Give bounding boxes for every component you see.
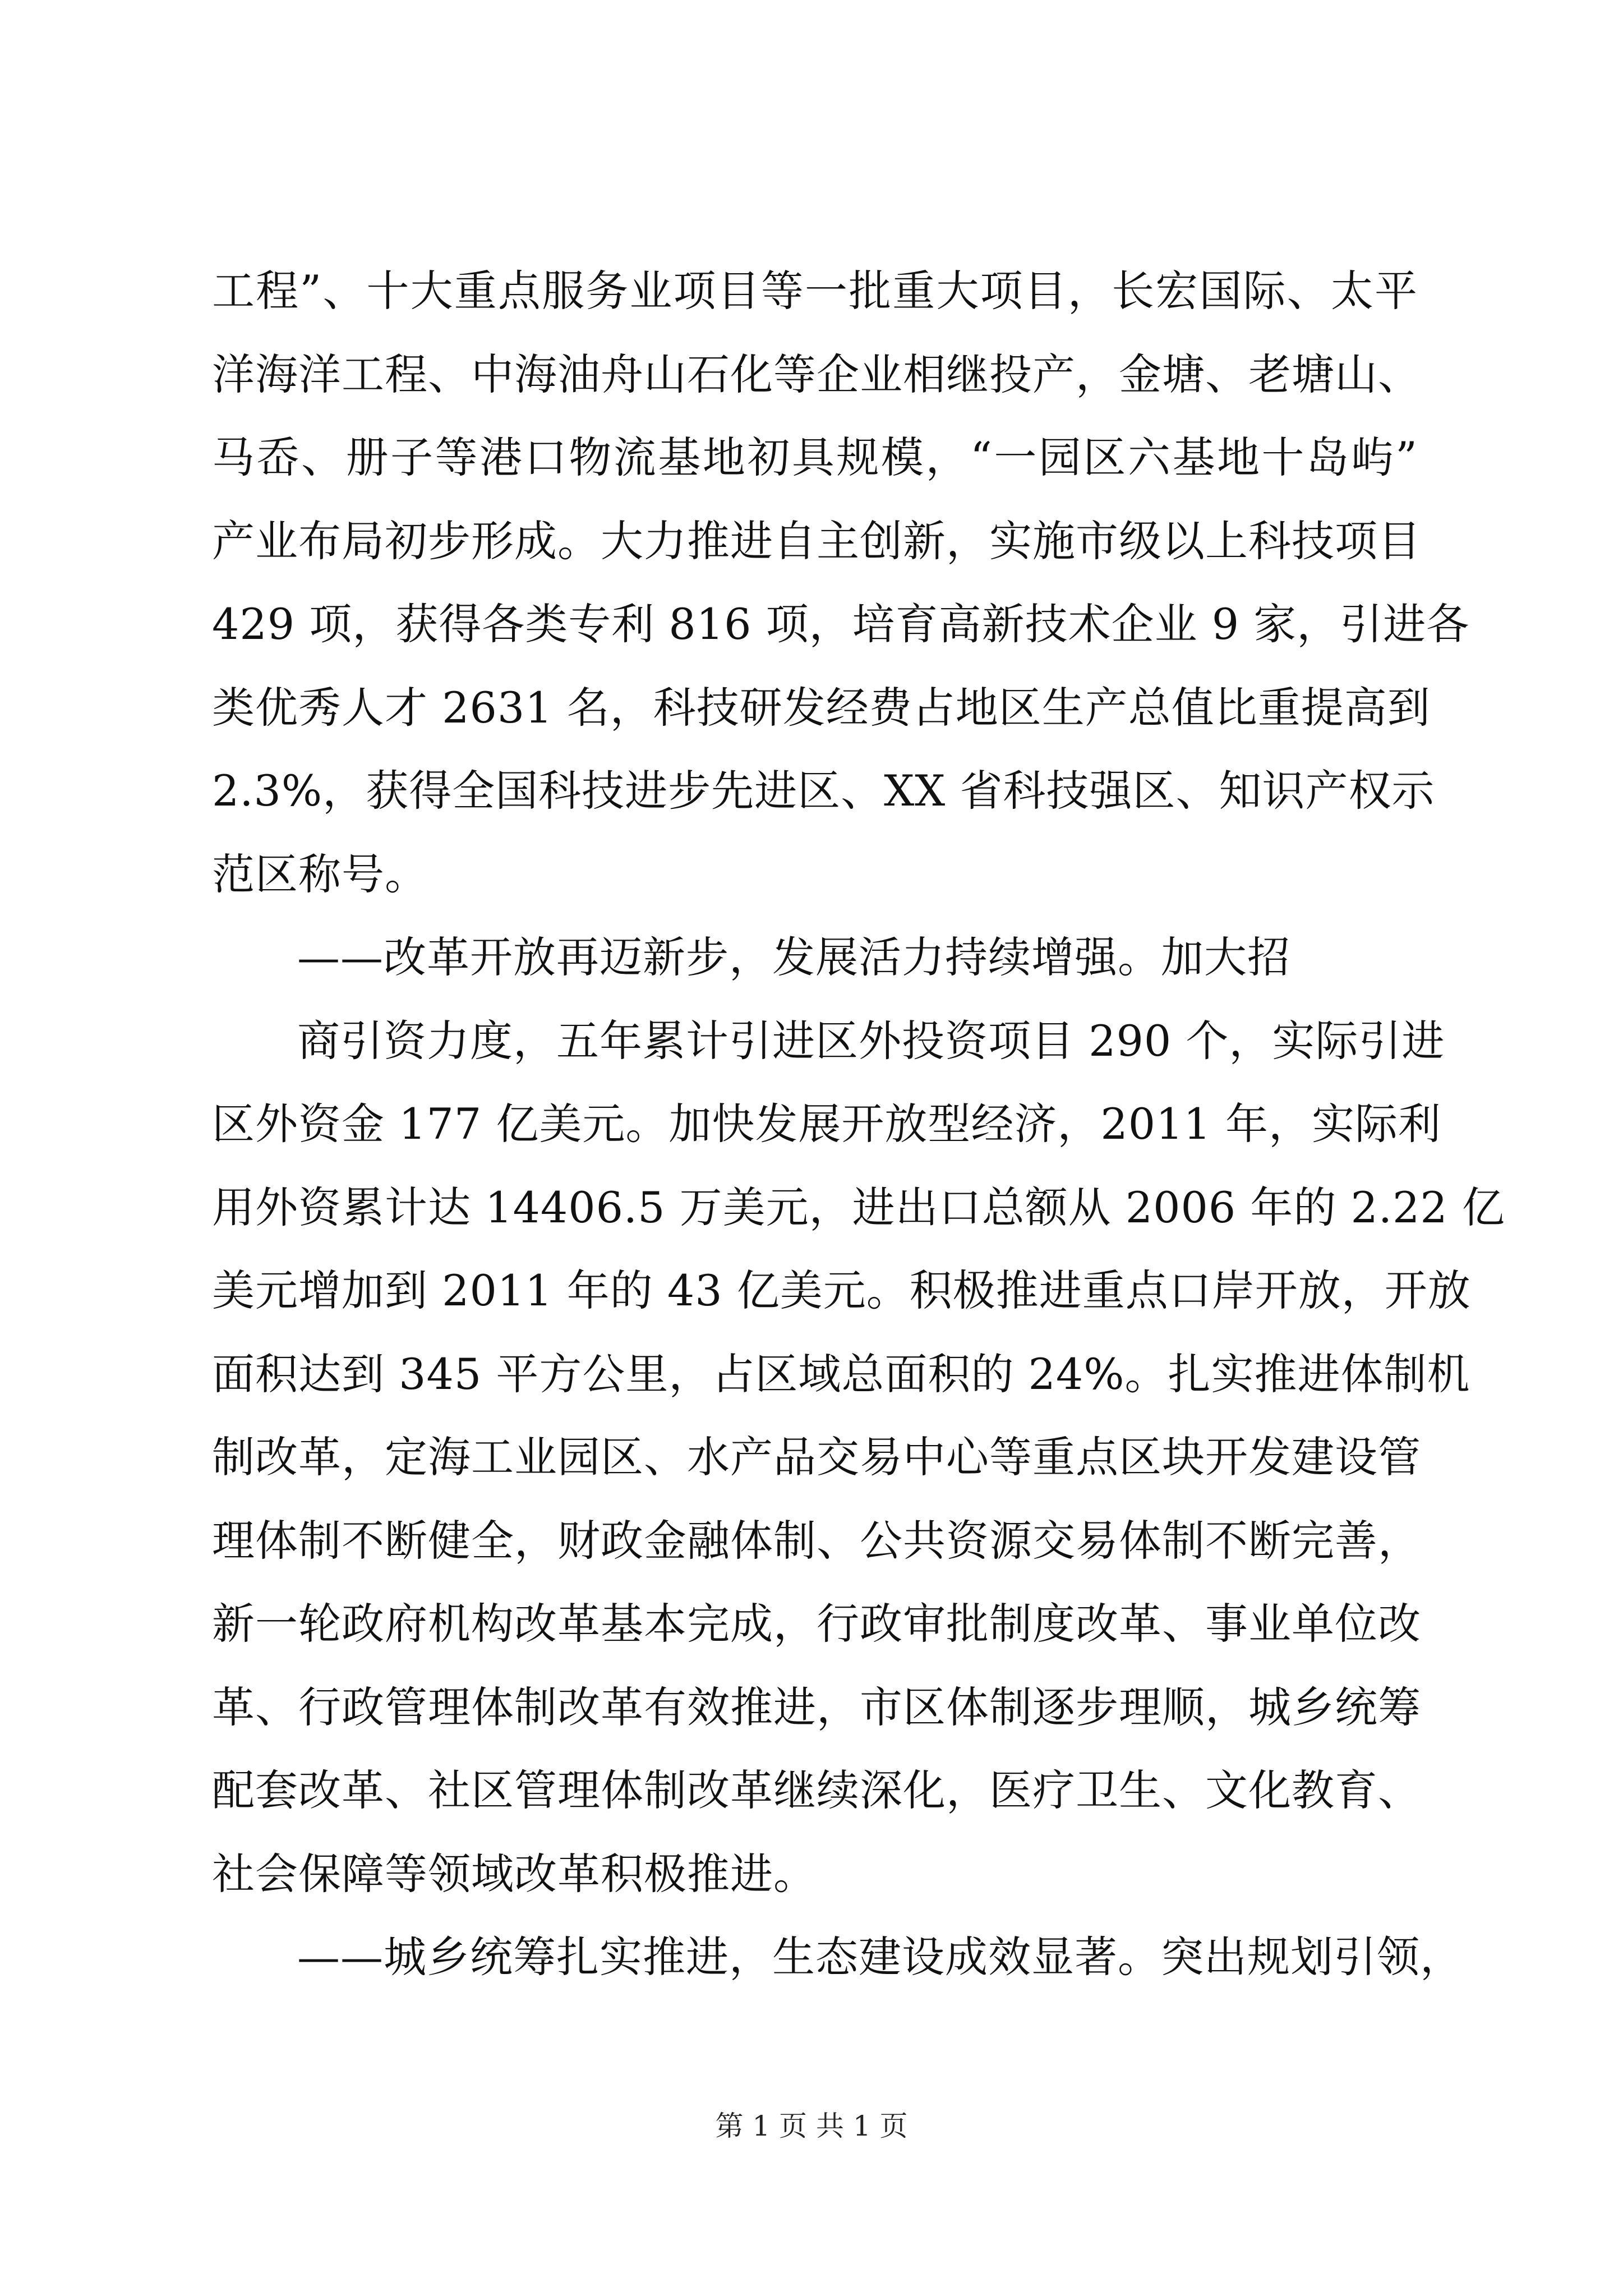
- text-line: 用外资累计达 14406.5 万美元，进出口总额从 2006 年的 2.22 亿: [212, 1182, 1505, 1232]
- text-line: ——改革开放再迈新步，发展活力持续增强。加大招: [297, 932, 1290, 982]
- text-line: 范区称号。: [212, 849, 428, 899]
- text-line: 工程”、十大重点服务业项目等一批重大项目，长宏国际、太平: [212, 266, 1418, 316]
- text-line: 2.3%，获得全国科技进步先进区、XX 省科技强区、知识产权示: [212, 766, 1435, 816]
- text-line: 类优秀人才 2631 名，科技研发经费占地区生产总值比重提高到: [212, 682, 1431, 733]
- text-line: 马岙、册子等港口物流基地初具规模，“一园区六基地十岛屿”: [212, 432, 1418, 482]
- text-line: 革、行政管理体制改革有效推进，市区体制逐步理顺，城乡统筹: [212, 1682, 1421, 1732]
- document-body: [212, 250, 1505, 1999]
- text-line: 社会保障等领域改革积极推进。: [212, 1848, 817, 1899]
- text-line: 新一轮政府机构改革基本完成，行政审批制度改革、事业单位改: [212, 1599, 1421, 1649]
- text-line: 面积达到 345 平方公里，占区域总面积的 24%。扎实推进体制机: [212, 1349, 1470, 1399]
- text-line: 制改革，定海工业园区、水产品交易中心等重点区块开发建设管: [212, 1432, 1421, 1482]
- text-line: 理体制不断健全，财政金融体制、公共资源交易体制不断完善，: [212, 1515, 1421, 1566]
- text-line: 配套改革、社区管理体制改革继续深化，医疗卫生、文化教育、: [212, 1765, 1421, 1815]
- text-line: 美元增加到 2011 年的 43 亿美元。积极推进重点口岸开放，开放: [212, 1266, 1471, 1315]
- text-line: 429 项，获得各类专利 816 项，培育高新技术企业 9 家，引进各: [212, 599, 1470, 649]
- text-line: 商引资力度，五年累计引进区外投资项目 290 个，实际引进: [297, 1015, 1445, 1066]
- text-line: 洋海洋工程、中海油舟山石化等企业相继投产，金塘、老塘山、: [212, 349, 1421, 399]
- text-line: 区外资金 177 亿美元。加快发展开放型经济，2011 年，实际利: [212, 1099, 1441, 1149]
- text-line: ——城乡统筹扎实推进，生态建设成效显著。突出规划引领，: [297, 1932, 1463, 1982]
- page-footer: 第 1 页 共 1 页: [715, 2110, 908, 2142]
- text-line: 产业布局初步形成。大力推进自主创新，实施市级以上科技项目: [212, 516, 1421, 566]
